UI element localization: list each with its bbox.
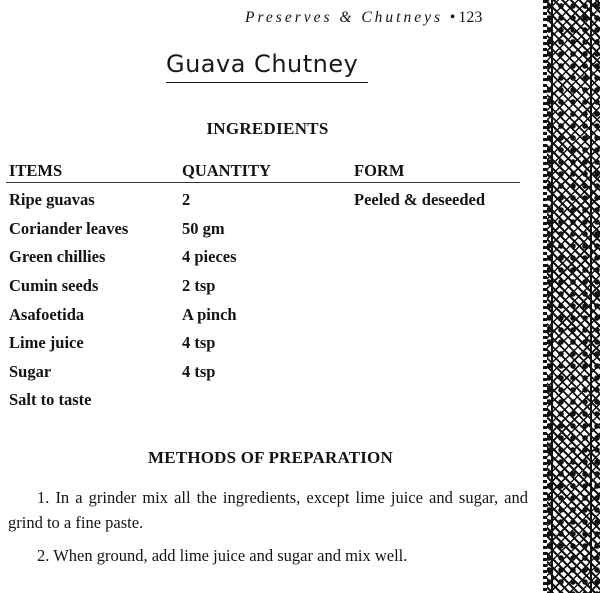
- running-head-separator: •: [449, 9, 456, 26]
- ingredient-item: Salt to taste: [9, 390, 92, 409]
- decorative-border: [543, 0, 600, 593]
- ingredient-item: Coriander leaves: [9, 219, 129, 238]
- ingredient-item: Ripe guavas: [9, 190, 95, 209]
- method-step-2: 2. When ground, add lime juice and sugar and mix well.: [37, 546, 408, 565]
- ingredient-item: Sugar: [9, 362, 52, 381]
- column-header-items: ITEMS: [9, 161, 63, 180]
- page-number: 123: [458, 9, 483, 26]
- ingredients-heading: INGREDIENTS: [206, 119, 329, 138]
- ingredient-quantity: 2 tsp: [182, 276, 216, 295]
- column-header-quantity: QUANTITY: [182, 161, 271, 180]
- ingredient-quantity: 50 gm: [182, 219, 225, 238]
- title-underline: [166, 82, 368, 83]
- running-head-section: Preserves & Chutneys: [245, 9, 444, 26]
- column-header-form: FORM: [354, 161, 405, 180]
- method-step-1: 1. In a grinder mix all the ingredients, except lime juice and sugar, and grind to a fine paste.: [8, 488, 528, 532]
- header-divider: [6, 182, 520, 183]
- ingredient-quantity: 4 tsp: [182, 362, 216, 381]
- ingredient-quantity: A pinch: [182, 305, 237, 324]
- ingredient-item: Cumin seeds: [9, 276, 99, 295]
- ingredient-quantity: 4 pieces: [182, 247, 237, 266]
- ingredient-quantity: 2: [182, 190, 191, 209]
- ingredient-quantity: 4 tsp: [182, 333, 216, 352]
- ingredient-form: Peeled & deseeded: [354, 190, 486, 209]
- method-heading: METHODS OF PREPARATION: [148, 448, 393, 467]
- ingredient-item: Lime juice: [9, 333, 84, 352]
- ingredient-item: Green chillies: [9, 247, 106, 266]
- running-head: [245, 9, 482, 27]
- ingredient-item: Asafoetida: [9, 305, 85, 324]
- recipe-title: Guava Chutney: [166, 50, 359, 78]
